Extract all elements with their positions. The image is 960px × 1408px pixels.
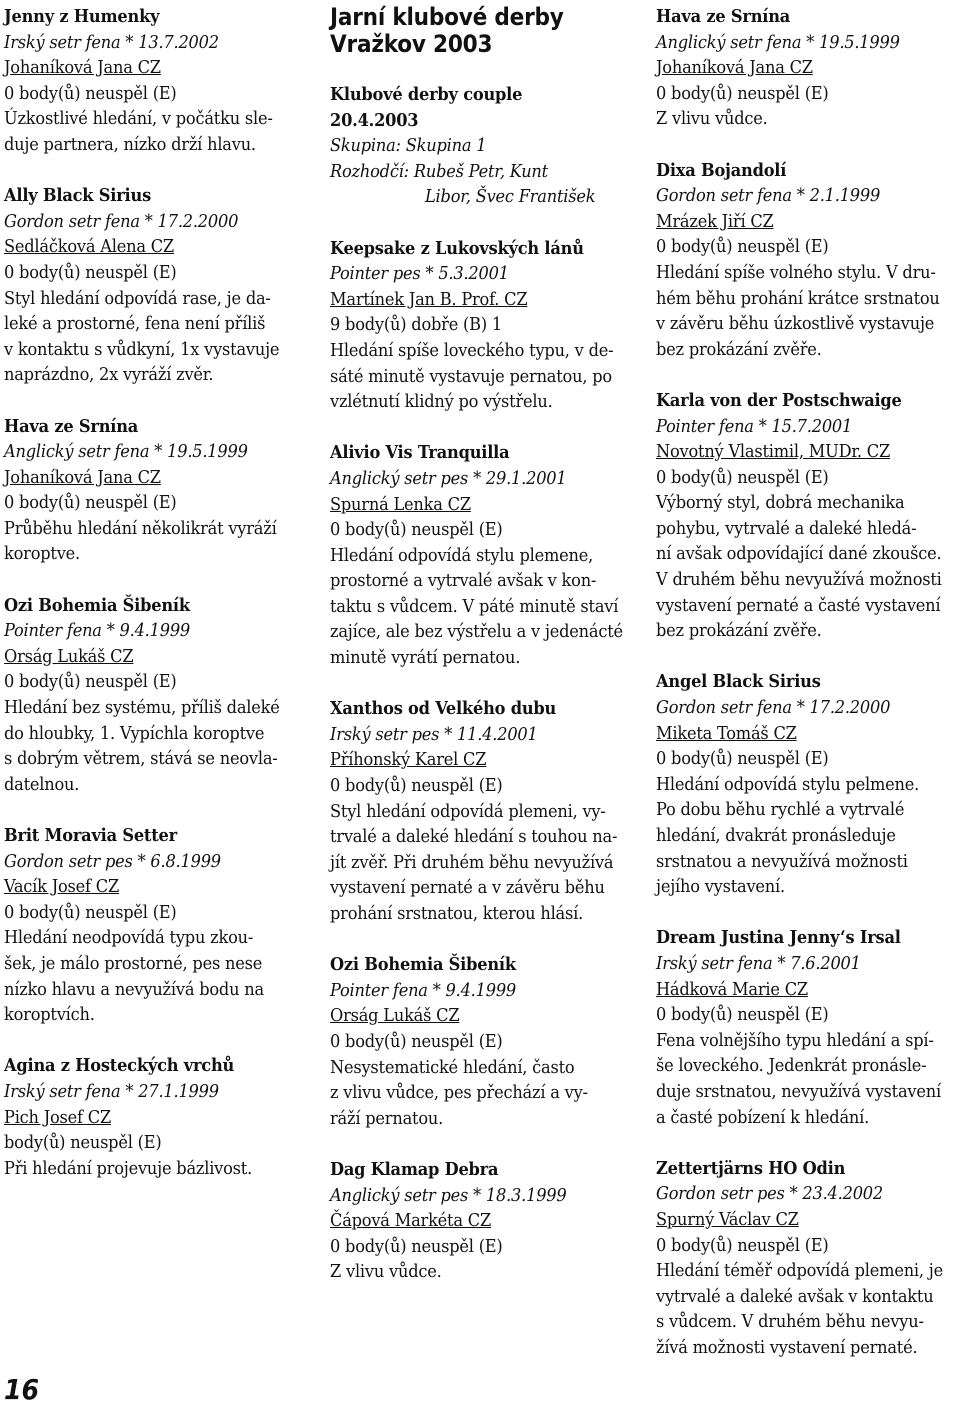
dog-description-line: naprázdno, 2x vyráží zvěr. xyxy=(4,364,214,386)
dog-description-line: žívá možnosti vystavení pernaté. xyxy=(656,1336,918,1358)
dog-entry xyxy=(4,414,304,568)
dog-name: Alivio Vis Tranquilla xyxy=(330,442,510,464)
dog-description-line: ní avšak odpovídající dané zkoušce. xyxy=(656,543,942,565)
dog-description-line: minutě vyrátí pernatou. xyxy=(330,647,521,669)
dog-breed: Irský setr pes * 11.4.2001 xyxy=(330,723,538,745)
dog-owner: Orság Lukáš CZ xyxy=(4,645,134,667)
dog-description-line: Styl hledání odpovídá rase, je da- xyxy=(4,287,271,309)
dog-description-line: Průběhu hledání několikrát vyráží xyxy=(4,517,277,539)
dog-description-line: Nesystematické hledání, často xyxy=(330,1056,575,1078)
dog-entry xyxy=(4,4,304,158)
dog-breed: Gordon setr pes * 23.4.2002 xyxy=(656,1183,884,1205)
dog-name: Keepsake z Lukovských lánů xyxy=(330,237,584,259)
dog-name: Dream Justina Jenny‘s Irsal xyxy=(656,927,901,949)
dog-breed: Gordon setr fena * 17.2.2000 xyxy=(4,210,239,232)
event-name: Klubové derby couple xyxy=(330,84,523,105)
dog-description-line: hém běhu prohání krátce srstnatou xyxy=(656,287,940,309)
dog-description-line: bez prokázání zvěře. xyxy=(656,620,822,642)
dog-description-line: taktu s vůdcem. V páté minutě staví xyxy=(330,595,619,617)
dog-name: Jenny z Humenky xyxy=(4,6,160,27)
dog-entry xyxy=(656,925,956,1130)
dog-result: 0 body(ů) neuspěl (E) xyxy=(4,261,177,283)
dog-result: 0 body(ů) neuspěl (E) xyxy=(656,748,829,770)
dog-description-line: Hledání bez systému, příliš daleké xyxy=(4,697,280,719)
dog-description-line: ráží pernatou. xyxy=(330,1107,444,1129)
column-left xyxy=(4,4,304,1207)
dog-description-line: koroptve. xyxy=(4,543,80,565)
dog-name: Angel Black Sirius xyxy=(656,671,821,693)
dog-name: Karla von der Postschwaige xyxy=(656,389,902,411)
dog-description-line: z vlivu vůdce, pes přechází a vy- xyxy=(330,1082,588,1104)
dog-description-line: duje partnera, nízko drží hlavu. xyxy=(4,133,256,155)
dog-breed: Anglický setr pes * 18.3.1999 xyxy=(330,1184,567,1206)
column-right xyxy=(656,4,956,1386)
dog-owner: Orság Lukáš CZ xyxy=(330,1005,460,1027)
dog-result: 0 body(ů) neuspěl (E) xyxy=(656,1004,829,1026)
dog-name: Ally Black Sirius xyxy=(4,185,151,207)
dog-entry xyxy=(656,1156,956,1361)
dog-owner: Johaníková Jana CZ xyxy=(656,57,813,79)
dog-result: body(ů) neuspěl (E) xyxy=(4,1132,162,1154)
dog-description-line: vytrvalé a daleké avšak v kontaktu xyxy=(656,1285,934,1307)
dog-entry xyxy=(330,236,630,415)
dog-description-line: s vůdcem. V druhém běhu nevyu- xyxy=(656,1311,924,1333)
dog-result: 0 body(ů) neuspěl (E) xyxy=(4,492,177,514)
dog-description-line: v závěru běhu úzkostlivě vystavuje xyxy=(656,313,935,335)
dog-description-line: Po dobu běhu rychlé a vytrvalé xyxy=(656,799,905,821)
dog-description-line: jejího vystavení. xyxy=(656,876,785,898)
dog-name: Hava ze Srnína xyxy=(4,415,139,437)
dog-breed: Gordon setr fena * 17.2.2000 xyxy=(656,697,891,719)
dog-entry xyxy=(4,1053,304,1181)
dog-description-line: še loveckého. Jedenkrát pronásle- xyxy=(656,1055,927,1077)
dog-name: Hava ze Srnína xyxy=(656,6,791,27)
dog-description-line: Hledání spíše volného stylu. V dru- xyxy=(656,261,936,283)
dog-entry xyxy=(656,158,956,363)
dog-result: 0 body(ů) neuspěl (E) xyxy=(330,519,503,541)
dog-entry xyxy=(330,440,630,670)
dog-result: 9 body(ů) dobře (B) 1 xyxy=(330,314,502,336)
dog-description-line: hledání, dvakrát pronásleduje xyxy=(656,825,896,846)
dog-description-line: datelnou. xyxy=(4,773,80,795)
dog-description-line: prostorné a vytrvalé avšak v kon- xyxy=(330,570,597,592)
dog-description-line: Z vlivu vůdce. xyxy=(330,1261,442,1283)
dog-description-line: Fena volnějšího typu hledání a spí- xyxy=(656,1029,934,1051)
dog-breed: Irský setr fena * 7.6.2001 xyxy=(656,952,861,974)
judges-line-1: Rozhodčí: Rubeš Petr, Kunt xyxy=(330,160,548,182)
dog-owner: Čápová Markéta CZ xyxy=(330,1210,491,1232)
dog-description-line: bez prokázání zvěře. xyxy=(656,338,822,360)
dog-name: Brit Moravia Setter xyxy=(4,825,177,846)
dog-name: Zettertjärns HO Odin xyxy=(656,1157,846,1179)
dog-owner: Miketa Tomáš CZ xyxy=(656,722,797,744)
dog-owner: Spurný Václav CZ xyxy=(656,1208,799,1230)
dog-breed: Gordon setr fena * 2.1.1999 xyxy=(656,185,881,207)
dog-result: 0 body(ů) neuspěl (E) xyxy=(656,82,829,104)
dog-breed: Pointer pes * 5.3.2001 xyxy=(330,263,509,285)
dog-entry xyxy=(656,388,956,644)
dog-entry xyxy=(330,952,630,1131)
dog-breed: Pointer fena * 15.7.2001 xyxy=(656,415,853,437)
dog-owner: Vacík Josef CZ xyxy=(4,876,119,898)
dog-breed: Pointer fena * 9.4.1999 xyxy=(4,620,191,642)
dog-description-line: Hledání spíše loveckého typu, v de- xyxy=(330,339,614,361)
dog-breed: Gordon setr pes * 6.8.1999 xyxy=(4,850,221,872)
dog-name: Xanthos od Velkého dubu xyxy=(330,698,557,720)
event-date: 20.4.2003 xyxy=(330,109,419,131)
dog-owner: Pich Josef CZ xyxy=(4,1106,112,1128)
dog-result: 0 body(ů) neuspěl (E) xyxy=(656,236,829,258)
dog-entry xyxy=(330,1157,630,1285)
dog-owner: Sedláčková Alena CZ xyxy=(4,236,174,258)
dog-description-line: vzlétnutí klidný po výstřelu. xyxy=(330,391,553,413)
dog-result: 0 body(ů) neuspěl (E) xyxy=(330,1235,503,1257)
dog-description-line: Hledání téměř odpovídá plemeni, je xyxy=(656,1260,943,1282)
dog-description-line: srstnatou a nevyužívá možnosti xyxy=(656,850,908,872)
event-info xyxy=(330,82,630,210)
dog-result: 0 body(ů) neuspěl (E) xyxy=(4,901,177,923)
dog-description-line: pohybu, vytrvalé a daleké hledá- xyxy=(656,517,917,539)
dog-description-line: duje srstnatou, nevyužívá vystavení xyxy=(656,1080,941,1102)
dog-description-line: Hledání neodpovídá typu zkou- xyxy=(4,927,254,949)
dog-name: Ozi Bohemia Šibeník xyxy=(4,594,190,616)
column-middle-entries xyxy=(330,236,630,1285)
dog-description-line: a časté pobízení k hledání. xyxy=(656,1106,870,1128)
dog-result: 0 body(ů) neuspěl (E) xyxy=(4,671,177,693)
dog-owner: Johaníková Jana CZ xyxy=(4,466,161,488)
dog-owner: Mrázek Jiří CZ xyxy=(656,210,774,232)
dog-entry xyxy=(4,183,304,388)
dog-owner: Příhonský Karel CZ xyxy=(330,749,487,771)
dog-description-line: Výborný styl, dobrá mechanika xyxy=(656,492,905,514)
dog-description-line: jít zvěř. Při druhém běhu nevyužívá xyxy=(330,851,614,873)
dog-breed: Pointer fena * 9.4.1999 xyxy=(330,979,517,1001)
dog-result: 0 body(ů) neuspěl (E) xyxy=(330,1030,503,1052)
event-group: Skupina: Skupina 1 xyxy=(330,135,487,157)
dog-result: 0 body(ů) neuspěl (E) xyxy=(4,82,177,104)
dog-description-line: do hloubky, 1. Vypíchla koroptve xyxy=(4,722,265,744)
dog-description-line: Při hledání projevuje bázlivost. xyxy=(4,1157,253,1179)
event-title xyxy=(330,4,630,58)
dog-breed: Anglický setr fena * 19.5.1999 xyxy=(4,441,248,463)
judges-line-2: Libor, Švec František xyxy=(425,186,596,208)
column-middle xyxy=(330,4,630,1311)
dog-description-line: koroptvích. xyxy=(4,1004,95,1026)
dog-description-line: šek, je málo prostorné, pes nese xyxy=(4,952,263,974)
dog-result: 0 body(ů) neuspěl (E) xyxy=(656,466,829,488)
dog-entry xyxy=(656,669,956,899)
dog-description-line: trvalé a daleké hledání s touhou na- xyxy=(330,826,618,848)
dog-description-line: Styl hledání odpovídá plemeni, vy- xyxy=(330,800,606,822)
dog-entry xyxy=(656,4,956,132)
event-title-line-1: Jarní klubové derby xyxy=(330,3,564,31)
dog-owner: Novotný Vlastimil, MUDr. CZ xyxy=(656,441,891,463)
dog-description-line: vystavení pernaté a časté vystavení xyxy=(656,594,941,616)
dog-description-line: Z vlivu vůdce. xyxy=(656,108,768,130)
dog-owner: Spurná Lenka CZ xyxy=(330,493,471,515)
dog-name: Dixa Bojandolí xyxy=(656,159,787,181)
dog-breed: Anglický setr fena * 19.5.1999 xyxy=(656,31,900,53)
dog-breed: Irský setr fena * 13.7.2002 xyxy=(4,31,219,53)
dog-description-line: leké a prostorné, fena není příliš xyxy=(4,313,266,335)
dog-description-line: prohání srstnatou, kterou hlásí. xyxy=(330,903,584,924)
dog-owner: Johaníková Jana CZ xyxy=(4,57,161,79)
page-number: 16 xyxy=(4,1373,40,1406)
dog-description-line: vystavení pernaté a v závěru běhu xyxy=(330,877,605,899)
dog-result: 0 body(ů) neuspěl (E) xyxy=(330,775,503,797)
dog-entry xyxy=(330,696,630,926)
dog-entry xyxy=(4,593,304,798)
dog-owner: Martínek Jan B. Prof. CZ xyxy=(330,288,528,310)
dog-name: Dag Klamap Debra xyxy=(330,1158,499,1180)
dog-description-line: s dobrým větrem, stává se neovla- xyxy=(4,748,278,770)
event-title-line-2: Vražkov 2003 xyxy=(330,30,493,58)
dog-name: Ozi Bohemia Šibeník xyxy=(330,954,516,976)
dog-result: 0 body(ů) neuspěl (E) xyxy=(656,1234,829,1256)
dog-description-line: V druhém běhu nevyužívá možnosti xyxy=(656,569,942,591)
dog-entry xyxy=(4,823,304,1028)
dog-description-line: v kontaktu s vůdkyní, 1x vystavuje xyxy=(4,338,280,360)
dog-breed: Anglický setr pes * 29.1.2001 xyxy=(330,467,567,489)
dog-breed: Irský setr fena * 27.1.1999 xyxy=(4,1080,219,1102)
dog-description-line: Hledání odpovídá stylu pelmene. xyxy=(656,773,920,795)
dog-description-line: sáté minutě vystavuje pernatou, po xyxy=(330,365,612,387)
dog-description-line: zajíce, ale bez výstřelu a v jedenácté xyxy=(330,621,623,643)
dog-name: Agina z Hosteckých vrchů xyxy=(4,1055,235,1077)
dog-description-line: Hledání odpovídá stylu plemene, xyxy=(330,544,594,566)
dog-owner: Hádková Marie CZ xyxy=(656,978,808,1000)
dog-description-line: Úzkostlivé hledání, v počátku sle- xyxy=(4,108,273,130)
dog-description-line: nízko hlavu a nevyužívá bodu na xyxy=(4,978,264,1000)
